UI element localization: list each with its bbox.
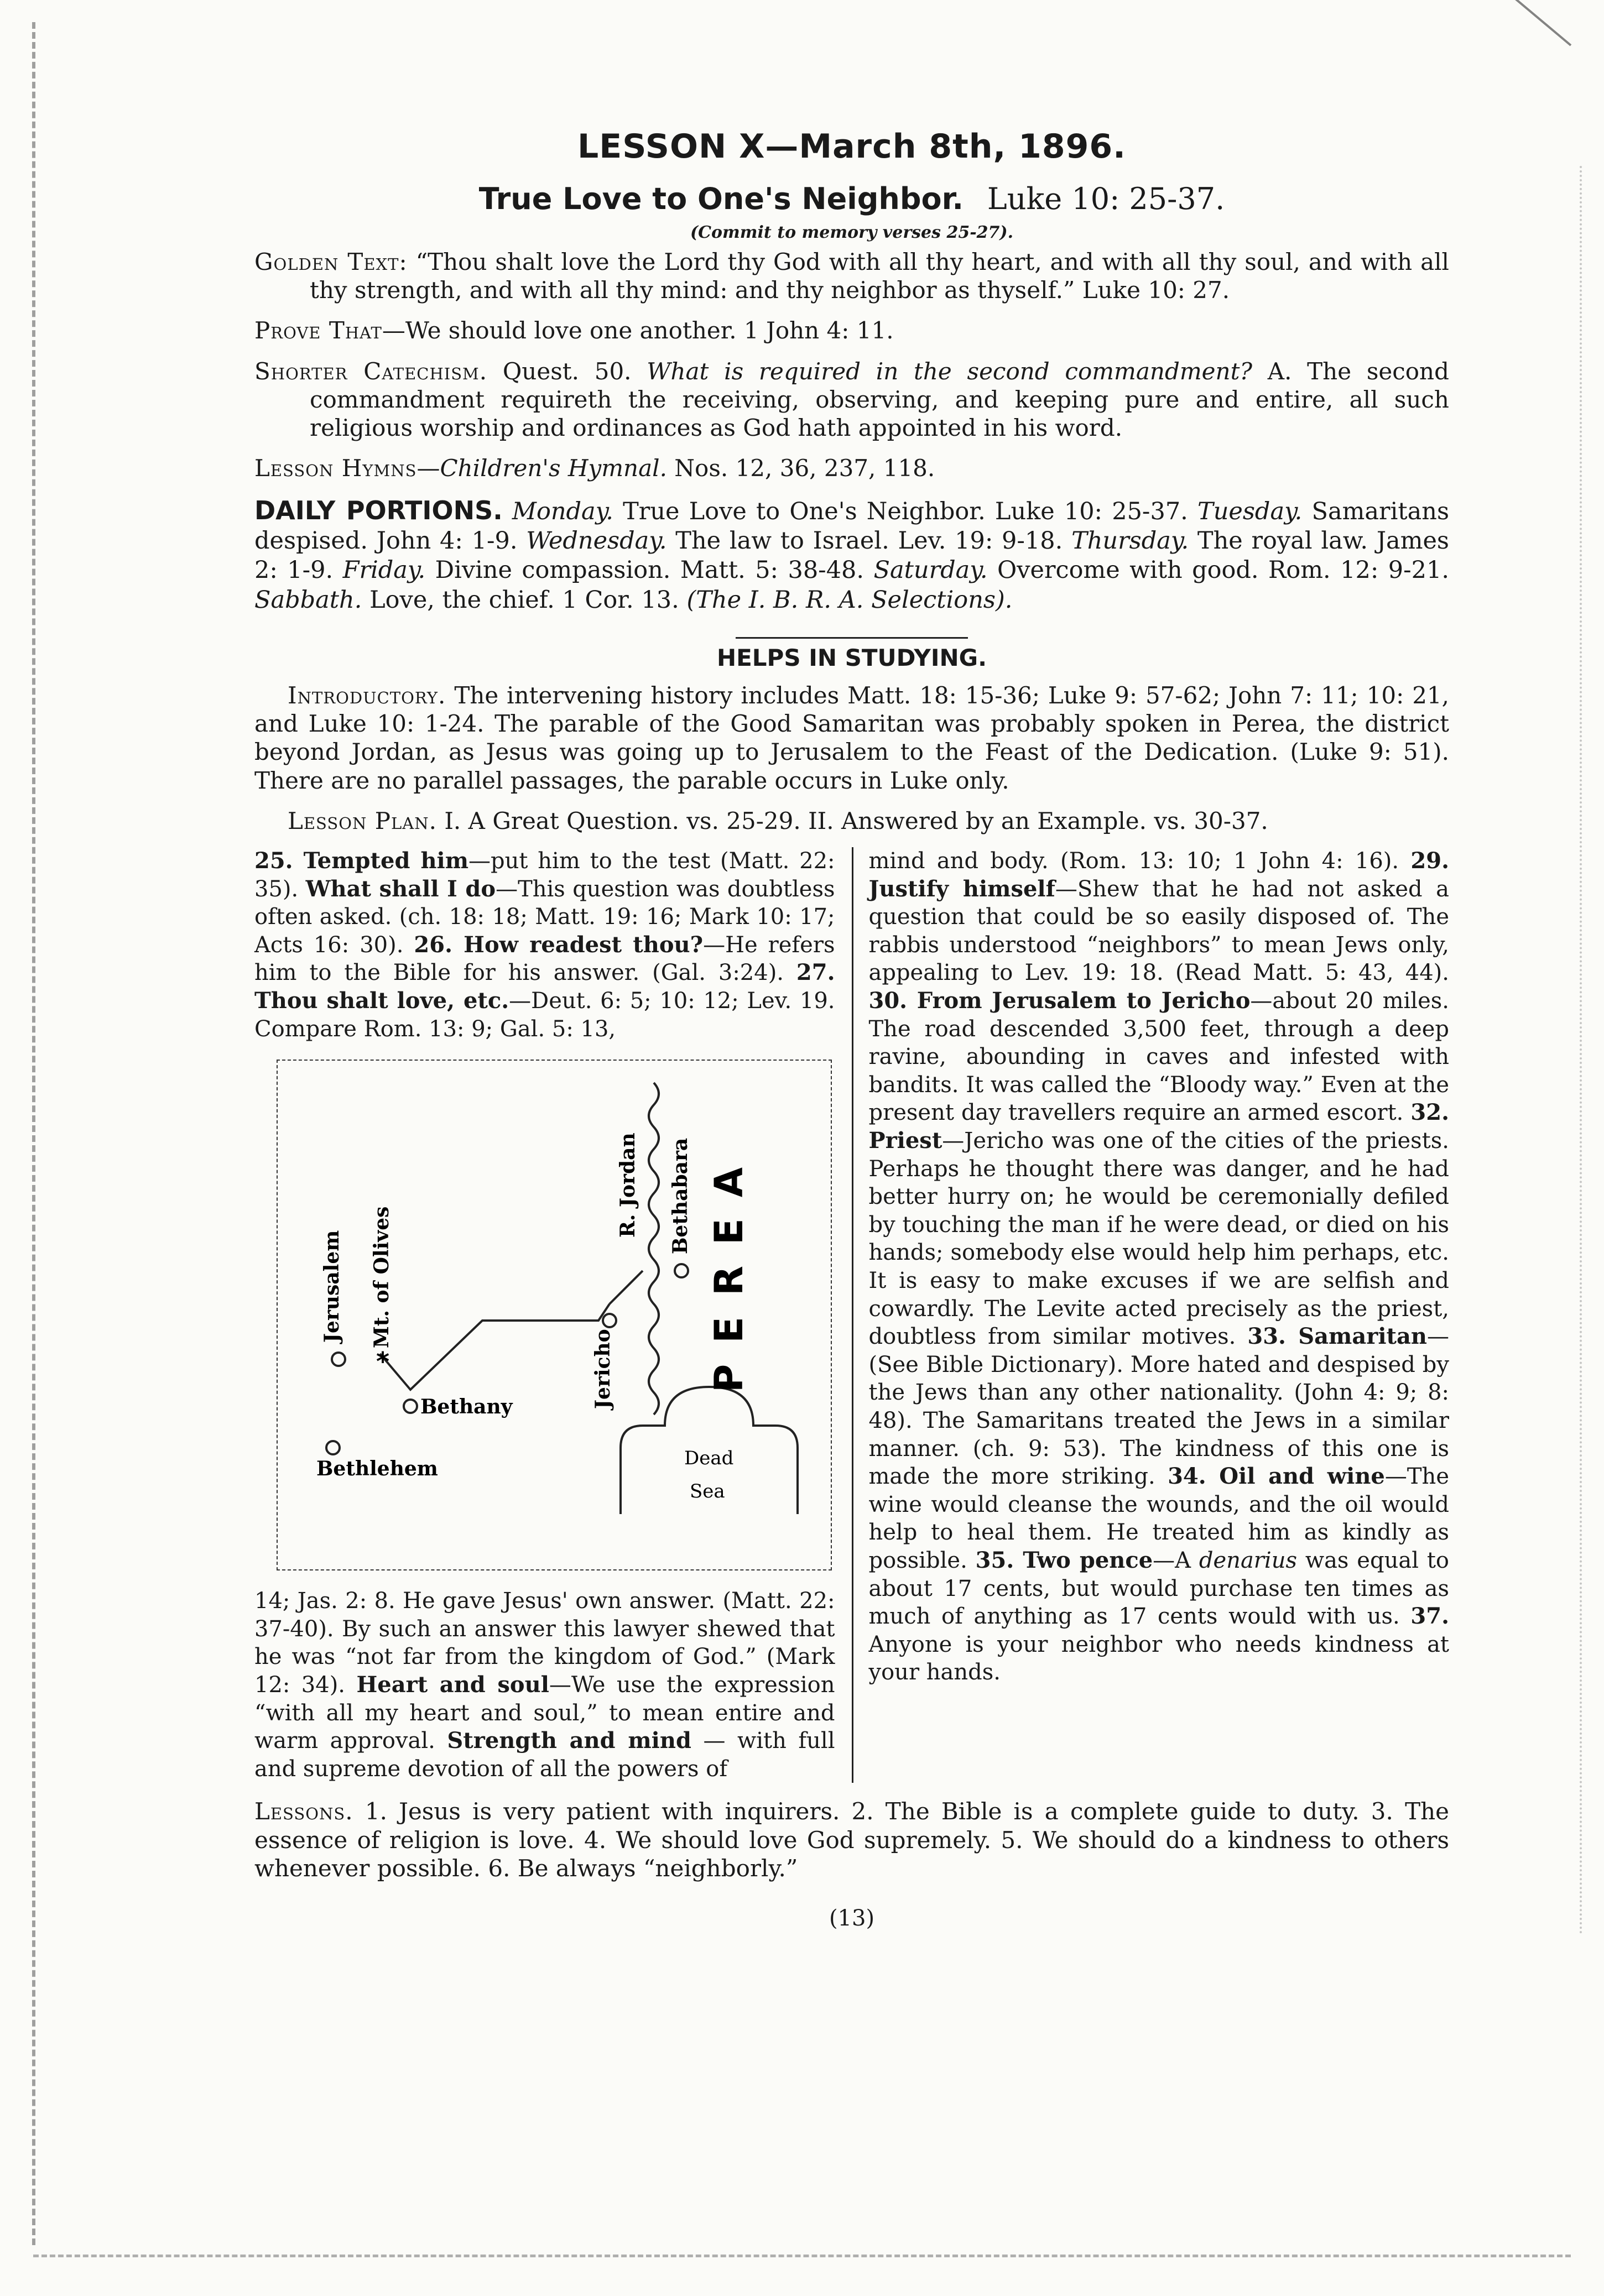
daily-day: Thursday. [1071, 526, 1189, 555]
label-bethany: Bethany [420, 1395, 513, 1419]
note-text: —A [1153, 1547, 1199, 1573]
daily-text: True Love to One's Neighbor. Luke 10: 25-37. [623, 497, 1188, 525]
catechism-quest: Quest. 50. [502, 357, 632, 385]
jerusalem-marker [332, 1353, 345, 1366]
daily-day: Friday. [342, 556, 426, 585]
daily-selections: (The I. B. R. A. Selections). [686, 586, 1013, 614]
jericho-marker [603, 1314, 616, 1327]
note-italic: denarius [1199, 1547, 1297, 1573]
notes-columns [254, 847, 1449, 1783]
note-text: mind and body. (Rom. 13: 10; 1 John 4: 16). [868, 848, 1411, 874]
corner-mark [1494, 0, 1571, 46]
daily-day: Wednesday. [526, 526, 667, 555]
lesson-plan-text: I. A Great Question. vs. 25-29. II. Answered by an Example. vs. 30-37. [444, 807, 1268, 834]
note-heading: 27. Thou shalt love, etc. [254, 959, 835, 1014]
label-jericho: Jericho [591, 1329, 614, 1410]
daily-text: Samaritans despised. John 4: 1-9. [254, 497, 1450, 555]
hymns-label: Lesson Hymns [254, 455, 417, 482]
lessons [254, 1797, 1449, 1882]
label-bethabara: Bethabara [669, 1137, 692, 1255]
label-dead: Dead [684, 1447, 734, 1470]
lesson-subtitle [254, 181, 1449, 216]
note-text: —He refers him to the Bible for his answer. (Gal. 3:24). [254, 932, 835, 986]
prove-that-label: Prove That [254, 317, 382, 345]
note-text: —We use the expression “with all my heart and soul,” to mean entire and warm approval. [254, 1672, 835, 1754]
hymns-book: Children's Hymnal. [440, 455, 667, 482]
road-line [380, 1304, 610, 1390]
prove-that [254, 316, 1449, 345]
daily-portions [254, 495, 1449, 615]
memory-note: (Commit to memory verses 25-27). [690, 223, 1014, 242]
lesson-title: LESSON X—March 8th, 1896. [577, 127, 1126, 166]
note-heading: 37. [1410, 1603, 1449, 1630]
note-text: —put him to the test (Matt. 22: 35). [254, 848, 835, 902]
note-text: —(See Bible Dictionary). More hated and despised by the Jews than any other nationality. (John 4: 9; 8: 48). The Samaritans treated the Jews in a similar manner. (ch. 9: 53). The kindness of this one is made the more striking. [868, 1324, 1450, 1490]
note-text: —Shew that he had not asked a question that could be so easily disposed of. The rabbis understood “neighbors” to mean Jews only, appealing to Lev. 19: 18. (Read Matt. 5: 43, 44). [868, 876, 1449, 986]
introductory-label: Introductory. [288, 681, 446, 709]
lesson-plan [254, 807, 1449, 835]
daily-text: Love, the chief. 1 Cor. 13. [369, 586, 679, 614]
scan-edge-right [1574, 166, 1582, 1935]
road-line [610, 1271, 643, 1304]
note-text: —Deut. 6: 5; 10: 12; Lev. 19. Compare Rom. 13: 9; Gal. 5: 13, [254, 988, 835, 1042]
label-bethlehem: Bethlehem [316, 1457, 438, 1481]
daily-day: Tuesday. [1197, 497, 1303, 525]
daily-day: Saturday. [873, 556, 988, 585]
daily-day: Monday. [512, 497, 613, 525]
golden-text [254, 248, 1449, 304]
note-heading: 32. Priest [868, 1099, 1449, 1154]
bethlehem-marker [326, 1441, 340, 1454]
prove-that-body: —We should love one another. 1 John 4: 11. [382, 317, 894, 345]
note-heading: 29. Justify himself [868, 848, 1449, 902]
label-sea: Sea [690, 1480, 725, 1503]
shorter-catechism [254, 357, 1449, 442]
daily-text: The royal law. James 2: 1-9. [254, 526, 1449, 585]
introductory-text: The intervening history includes Matt. 18: 15-36; Luke 9: 57-62; John 7: 11; 10: 21, and Luke 10: 1-24. The parable of the Good Samaritan was probably spoken in Perea, the district beyond Jordan, as Jesus was going up to Jerusalem to the Feast of the Dedication. (Luke 9: 51). There are no parallel passages, the parable occurs in Luke only. [254, 681, 1449, 794]
river-jordan-line [649, 1083, 659, 1415]
notes-right-column [852, 847, 1450, 1783]
note-heading: Strength and mind [447, 1728, 691, 1754]
scripture-reference: Luke 10: 25-37. [987, 181, 1225, 216]
lesson-subtitle-text: True Love to One's Neighbor. [478, 181, 964, 216]
lesson-hymns: Lesson Hymns—Children's Hymnal. Nos. 12, 36, 237, 118. [254, 455, 935, 482]
lesson-plan-label: Lesson Plan. [288, 807, 437, 834]
helps-title: HELPS IN STUDYING. [716, 644, 987, 671]
note-heading: 35. Two pence [975, 1547, 1153, 1573]
lesson-page [254, 127, 1449, 1931]
daily-text: Overcome with good. Rom. 12: 9-21. [997, 556, 1450, 585]
hymns-numbers: Nos. 12, 36, 237, 118. [674, 455, 935, 482]
note-text: 14; Jas. 2: 8. He gave Jesus' own answer. (Matt. 22: 37-40). By such an answer this lawyer shewed that he was “not far from the kingdom of God.” (Mark 12: 34). [254, 1588, 835, 1698]
note-heading: 26. How readest thou? [414, 931, 704, 958]
notes-left-bottom [254, 1587, 835, 1783]
daily-text: The law to Israel. Lev. 19: 9-18. [675, 526, 1063, 555]
note-text: was equal to about 17 cents, but would purchase ten times as much of anything as 17 cents would with us. [868, 1547, 1449, 1630]
label-mt-olives: Mt. of Olives [370, 1206, 393, 1349]
note-heading: 34. Oil and wine [1168, 1463, 1385, 1490]
page-number: (13) [829, 1906, 875, 1932]
daily-day: Sabbath. [254, 586, 362, 614]
daily-portions-label: DAILY PORTIONS. [254, 495, 503, 525]
scan-edge-bottom [33, 2249, 1571, 2257]
note-text: Anyone is your neighbor who needs kindness at your hands. [868, 1631, 1449, 1686]
note-text: —about 20 miles. The road descended 3,500 feet, through a deep ravine, abounding in caves and infested with bandits. It was called the “Bloody way.” Even at the present day travellers require an armed escort. [868, 988, 1449, 1126]
map-jerusalem-to-jericho [277, 1060, 832, 1570]
catechism-label: Shorter Catechism. [254, 357, 488, 385]
note-heading: 25. Tempted him [254, 848, 469, 874]
note-heading: What shall I do [305, 875, 496, 902]
note-text: —The wine would cleanse the wounds, and the oil would help to heal them. He treated him as kindly as possible. [868, 1464, 1449, 1573]
catechism-question: What is required in the second commandment? [647, 357, 1252, 385]
note-text: —This question was doubtless often asked. (ch. 18: 18; Matt. 19: 16; Mark 10: 17; Acts 16: 30). [254, 876, 835, 958]
golden-text-body: “Thou shalt love the Lord thy God with all thy heart, and with all thy soul, and with all thy strength, and with all thy mind: and thy neighbor as thyself.” Luke 10: 27. [310, 248, 1449, 304]
map-svg [278, 1061, 831, 1569]
catechism-answer: A. The second commandment requireth the receiving, observing, and keeping pure and entire, all such religious worship and ordinances as God hath appointed in his word. [310, 357, 1449, 442]
notes-left-column [254, 847, 852, 1783]
label-r-jordan: R. Jordan [616, 1133, 639, 1238]
mt-olives-star: * [376, 1347, 390, 1377]
helps-divider [736, 637, 968, 639]
introductory [254, 681, 1449, 795]
notes-left-top [254, 847, 835, 1043]
note-heading: Heart and soul [356, 1672, 549, 1698]
daily-text: Divine compassion. Matt. 5: 38-48. [435, 556, 865, 585]
golden-text-label: Golden Text: [254, 248, 408, 275]
notes-right [869, 847, 1450, 1687]
note-heading: 33. Samaritan [1247, 1323, 1428, 1350]
scan-edge-left [32, 22, 43, 2245]
bethabara-marker [675, 1264, 688, 1277]
label-perea: PEREA [706, 1146, 752, 1393]
bethany-marker [404, 1400, 417, 1413]
note-heading: 30. From Jerusalem to Jericho [868, 988, 1251, 1014]
lessons-label: Lessons. [254, 1798, 353, 1825]
label-jerusalem: Jerusalem [320, 1230, 343, 1343]
lessons-text: 1. Jesus is very patient with inquirers. 2. The Bible is a complete guide to duty. 3. The essence of religion is love. 4. We should love God supremely. 5. We should do a kindness to others whenever possible. 6. Be always “neighborly.” [254, 1798, 1449, 1882]
note-text: —Jericho was one of the cities of the priests. Perhaps he thought there was danger, and he had better hurry on; he would be ceremonially defiled by touching the man if he were dead, or died on his hands; somebody else would help him perhaps, etc. It is easy to make excuses if we are selfish and cowardly. The Levite acted precisely as the priest, doubtless from similar motives. [868, 1128, 1449, 1350]
note-text: — with full and supreme devotion of all the powers of [254, 1728, 835, 1782]
